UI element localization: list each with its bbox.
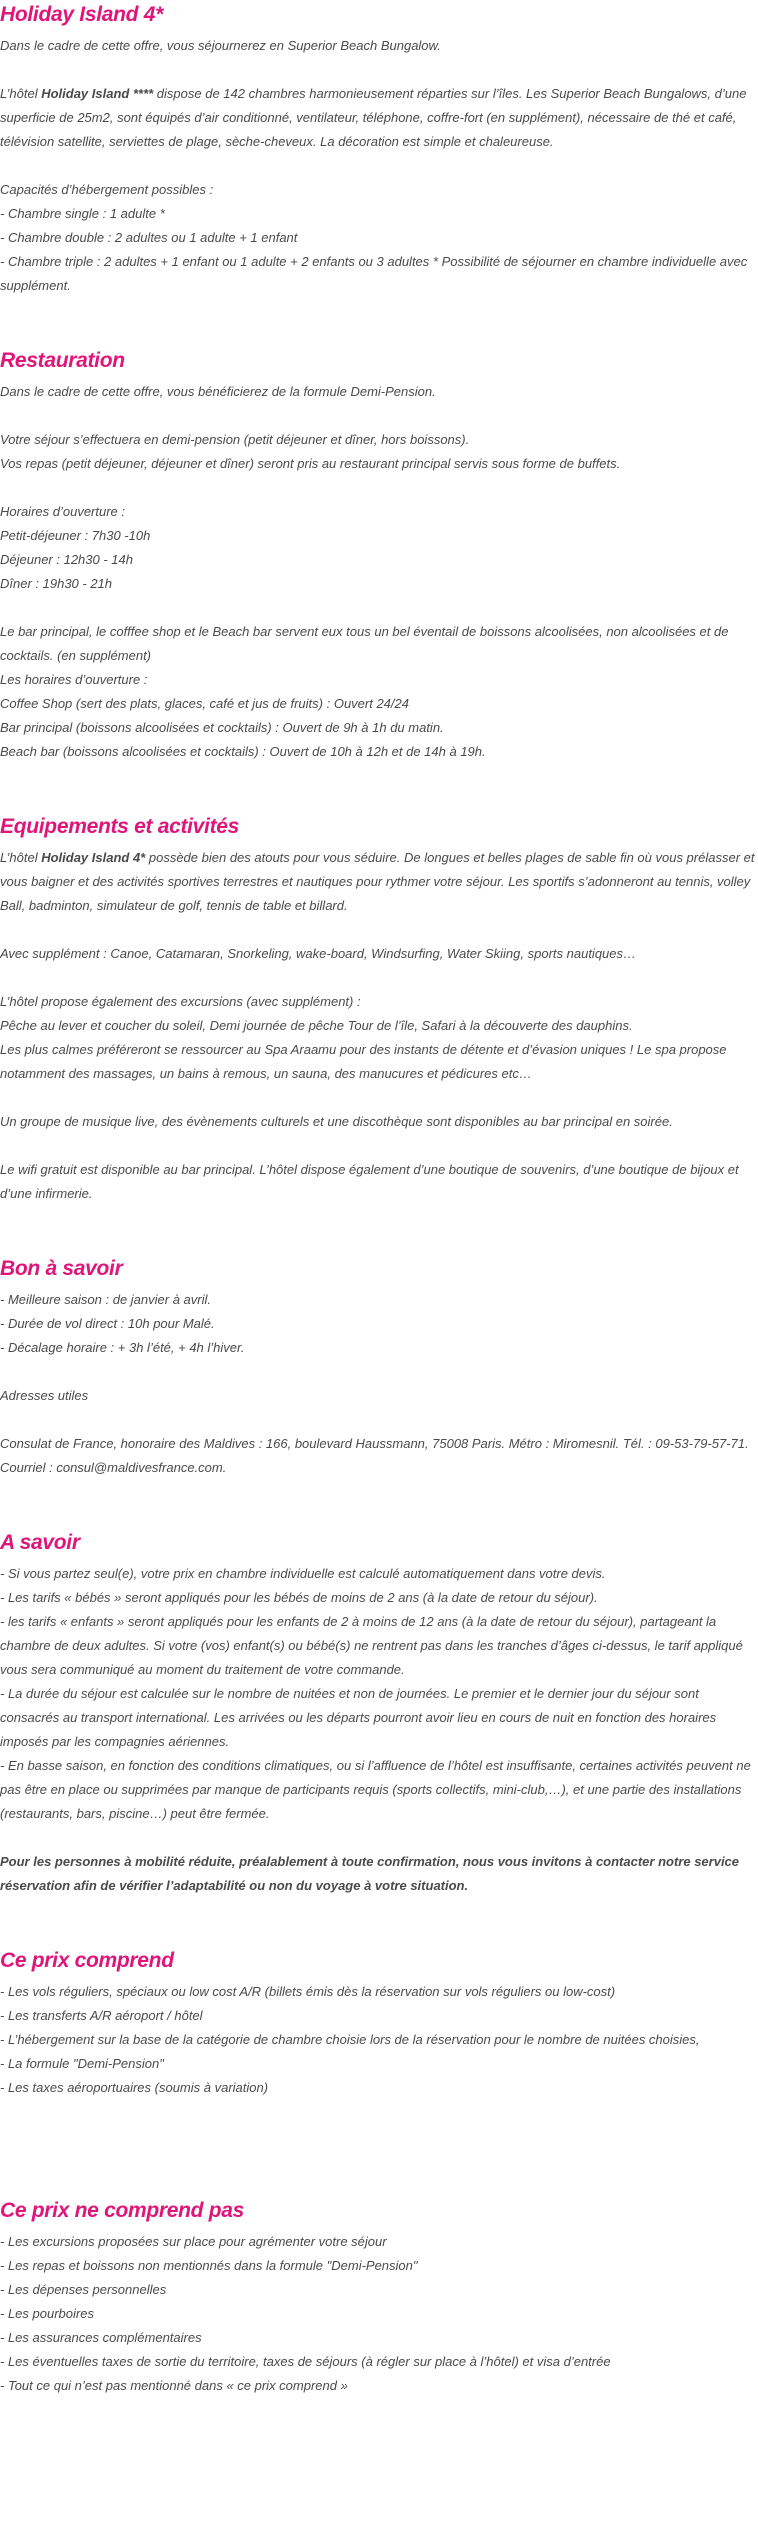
included-item: - Les transferts A/R aéroport / hôtel bbox=[0, 2008, 203, 2023]
excluded-item: - Les dépenses personnelles bbox=[0, 2282, 167, 2297]
restauration-line: Vos repas (petit déjeuner, déjeuner et dîner) seront pris au restaurant principal servis sous forme de buffets. bbox=[0, 456, 621, 471]
capacities-title: Capacités d’hébergement possibles : bbox=[0, 182, 214, 197]
hotel-name: Holiday Island **** bbox=[41, 86, 154, 101]
included-item: - L’hébergement sur la base de la catégorie de chambre choisie lors de la réservation pour le nombre de nuitées choisies, bbox=[0, 2032, 700, 2047]
activites-supplement: Avec supplément : Canoe, Catamaran, Snorkeling, wake-board, Windsurfing, Water Skiing, sports nautiques… bbox=[0, 946, 637, 961]
excluded-item: - Les assurances complémentaires bbox=[0, 2330, 202, 2345]
excursions-line: Pêche au lever et coucher du soleil, Demi journée de pêche Tour de l’île, Safari à la découverte des dauphins. bbox=[0, 1018, 633, 1033]
hours-title: Horaires d’ouverture : bbox=[0, 504, 125, 519]
hotel-name: Holiday Island 4* bbox=[41, 850, 146, 865]
section-bon-a-savoir bbox=[0, 1254, 758, 1480]
bar-line: Beach bar (boissons alcoolisées et cocktails) : Ouvert de 10h à 12h et de 14h à 19h. bbox=[0, 744, 486, 759]
bars-hours-title: Les horaires d’ouverture : bbox=[0, 672, 148, 687]
included-item: - Les vols réguliers, spéciaux ou low cost A/R (billets émis dès la réservation sur vols réguliers ou low-cost) bbox=[0, 1984, 616, 1999]
capacity-line: - Chambre double : 2 adultes ou 1 adulte + 1 enfant bbox=[0, 230, 298, 245]
hotel-intro: Dans le cadre de cette offre, vous séjournerez en Superior Beach Bungalow. bbox=[0, 38, 441, 53]
section-prix-ne-comprend bbox=[0, 2196, 758, 2398]
info-line: - Décalage horaire : + 3h l’été, + 4h l’hiver. bbox=[0, 1340, 245, 1355]
section-title-activites: Equipements et activités bbox=[0, 815, 240, 838]
mobility-notice: Pour les personnes à mobilité réduite, préalablement à toute confirmation, nous vous invitons à contacter notre service réservation afin de vérifier l’adaptabilité ou non du voyage à votre situation. bbox=[0, 1854, 740, 1893]
addresses-title: Adresses utiles bbox=[0, 1388, 89, 1403]
excursions-title: L’hôtel propose également des excursions (avec supplément) : bbox=[0, 994, 361, 1009]
section-hotel bbox=[0, 0, 758, 298]
bars-intro: Le bar principal, le cofffee shop et le Beach bar servent eux tous un bel éventail de boissons alcoolisées, non alcoolisées et de cocktails. (en supplément) bbox=[0, 624, 729, 663]
info-line: - Meilleure saison : de janvier à avril. bbox=[0, 1292, 211, 1307]
excluded-item: - Les éventuelles taxes de sortie du territoire, taxes de séjours (à régler sur place à l’hôtel) et visa d’entrée bbox=[0, 2354, 611, 2369]
restauration-line: Votre séjour s’effectuera en demi-pension (petit déjeuner et dîner, hors boissons). bbox=[0, 432, 470, 447]
section-title-restauration: Restauration bbox=[0, 349, 125, 372]
section-a-savoir bbox=[0, 1528, 758, 1898]
activites-paragraph: L’hôtel Holiday Island 4* possède bien des atouts pour vous séduire. De longues et belles plages de sable fin où vous prélasser et vous baigner et des activités sportives terrestres et nautiques pour rythmer votre séjour. Les sportifs s’adonneront au tennis, volley Ball, badminton, simulateur de golf, tennis de table et billard. bbox=[0, 850, 755, 913]
conditions-line: - les tarifs « enfants » seront appliqués pour les enfants de 2 à moins de 12 ans (à la date de retour du séjour), partageant la chambre de deux adultes. Si votre (vos) enfant(s) ou bébé(s) ne rentrent pas dans les tranches d’âges ci-dessus, le tarif appliqué vous sera communiqué au moment du traitement de votre commande. bbox=[0, 1614, 743, 1677]
music-line: Un groupe de musique live, des évènements culturels et une discothèque sont disponibles au bar principal en soirée. bbox=[0, 1114, 673, 1129]
section-restauration bbox=[0, 346, 758, 764]
conditions-line: - Si vous partez seul(e), votre prix en chambre individuelle est calculé automatiquement dans votre devis. bbox=[0, 1566, 606, 1581]
excluded-item: - Les repas et boissons non mentionnés dans la formule "Demi-Pension" bbox=[0, 2258, 418, 2273]
section-title-hotel: Holiday Island 4* bbox=[0, 3, 163, 26]
consulat-line: Consulat de France, honoraire des Maldives : 166, boulevard Haussmann, 75008 Paris. Métro : Miromesnil. Tél. : 09-53-79-57-71. Courriel : consul@maldivesfrance.com. bbox=[0, 1436, 749, 1475]
info-line: - Durée de vol direct : 10h pour Malé. bbox=[0, 1316, 215, 1331]
section-title-a-savoir: A savoir bbox=[0, 1531, 80, 1554]
included-item: - La formule "Demi-Pension" bbox=[0, 2056, 164, 2071]
wifi-line: Le wifi gratuit est disponible au bar principal. L’hôtel dispose également d’une boutique de souvenirs, d’une boutique de bijoux et d’une infirmerie. bbox=[0, 1162, 739, 1201]
capacity-line: - Chambre triple : 2 adultes + 1 enfant ou 1 adulte + 2 enfants ou 3 adultes * Possibilité de séjourner en chambre individuelle avec supplément. bbox=[0, 254, 748, 293]
hours-line: Déjeuner : 12h30 - 14h bbox=[0, 552, 133, 567]
restauration-intro: Dans le cadre de cette offre, vous bénéficierez de la formule Demi-Pension. bbox=[0, 384, 436, 399]
section-title-prix-ne-comprend: Ce prix ne comprend pas bbox=[0, 2199, 245, 2222]
hours-line: Dîner : 19h30 - 21h bbox=[0, 576, 113, 591]
excluded-item: - Les pourboires bbox=[0, 2306, 94, 2321]
section-title-prix-comprend: Ce prix comprend bbox=[0, 1949, 174, 1972]
conditions-line: - La durée du séjour est calculée sur le nombre de nuitées et non de journées. Le premier et le dernier jour du séjour sont consacrés au transport international. Les arrivées ou les départs pourront avoir lieu en cours de nuit en fonction des horaires imposés par les compagnies aériennes. bbox=[0, 1686, 717, 1749]
conditions-line: - Les tarifs « bébés » seront appliqués pour les bébés de moins de 2 ans (à la date de retour du séjour). bbox=[0, 1590, 598, 1605]
bar-line: Bar principal (boissons alcoolisées et cocktails) : Ouvert de 9h à 1h du matin. bbox=[0, 720, 444, 735]
spa-line: Les plus calmes préféreront se ressourcer au Spa Araamu pour des instants de détente et d’évasion uniques ! Le spa propose notamment des massages, un bains à remous, un sauna, des manucures et pédicures etc… bbox=[0, 1042, 727, 1081]
hotel-description: L’hôtel Holiday Island **** dispose de 142 chambres harmonieusement réparties sur l’îles. Les Superior Beach Bungalows, d’une superficie de 25m2, sont équipés d’air conditionné, ventilateur, téléphone, coffre-fort (en supplément), nécessaire de thé et café, télévision satellite, serviettes de plage, sèche-cheveux. La décoration est simple et chaleureuse. bbox=[0, 86, 747, 149]
included-item: - Les taxes aéroportuaires (soumis à variation) bbox=[0, 2080, 269, 2095]
section-prix-comprend bbox=[0, 1946, 758, 2100]
excluded-item: - Tout ce qui n’est pas mentionné dans « ce prix comprend » bbox=[0, 2378, 348, 2393]
section-activites bbox=[0, 812, 758, 1206]
section-title-bon-a-savoir: Bon à savoir bbox=[0, 1257, 123, 1280]
capacity-line: - Chambre single : 1 adulte * bbox=[0, 206, 165, 221]
bar-line: Coffee Shop (sert des plats, glaces, café et jus de fruits) : Ouvert 24/24 bbox=[0, 696, 409, 711]
excluded-item: - Les excursions proposées sur place pour agrémenter votre séjour bbox=[0, 2234, 387, 2249]
conditions-line: - En basse saison, en fonction des conditions climatiques, ou si l’affluence de l’hôtel est insuffisante, certaines activités peuvent ne pas être en place ou supprimées par manque de participants requis (sports collectifs, mini-club,…), et une partie des installations (restaurants, bars, piscine…) peut être fermée. bbox=[0, 1758, 751, 1821]
hours-line: Petit-déjeuner : 7h30 -10h bbox=[0, 528, 151, 543]
